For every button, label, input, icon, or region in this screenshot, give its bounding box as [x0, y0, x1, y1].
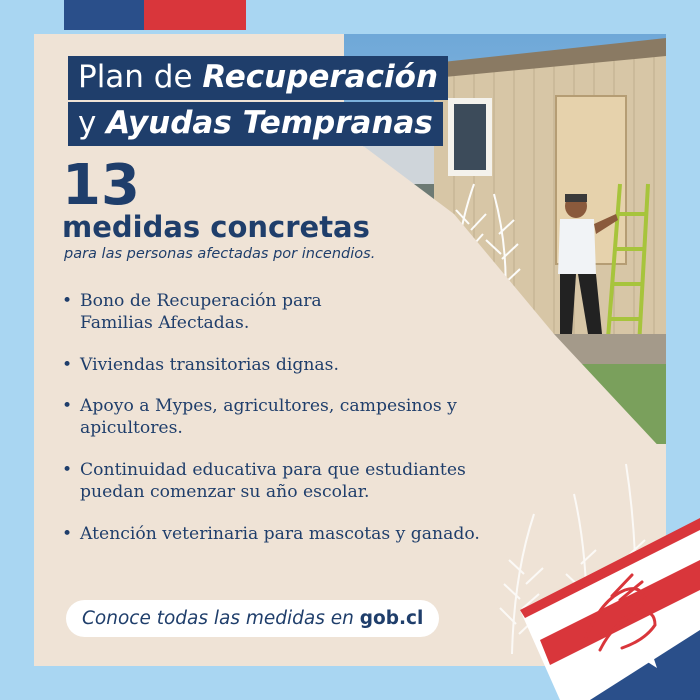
title-line-2-bold: Ayudas Tempranas [106, 105, 433, 142]
list-item-line1: Bono de Recuperación para [80, 291, 322, 311]
cta-pill[interactable] [66, 600, 439, 637]
list-item [62, 395, 642, 440]
flag-stripe-top [64, 0, 246, 30]
flag-red-block [144, 0, 246, 30]
list-item [62, 523, 642, 545]
content-card [34, 34, 666, 666]
title-line-1-plain: Plan de [78, 59, 203, 95]
bullet: • [62, 459, 73, 480]
list-item [62, 459, 642, 504]
list-item-line1: Apoyo a Mypes, agricultores, campesinos y [80, 396, 457, 417]
cta-link[interactable]: gob.cl [359, 608, 424, 629]
title-line-1-bold: Recuperación [202, 59, 439, 95]
list-item-line2: apicultores. [80, 418, 183, 439]
bullet: • [62, 291, 73, 311]
title-line-2-plain: y [78, 105, 107, 142]
list-item-line2: puedan comenzar su año escolar. [80, 482, 370, 503]
bullet: • [62, 523, 73, 544]
list-item-line2: Familias Afectadas. [80, 313, 250, 334]
flag-blue-block [64, 0, 144, 30]
list-item [62, 354, 642, 376]
measures-subtitle: para las personas afectadas por incendios. [64, 246, 376, 262]
title-block [68, 56, 448, 146]
measures-list [62, 290, 642, 564]
title-line-2 [68, 102, 443, 146]
bullet: • [62, 354, 73, 375]
cta-text: Conoce todas las medidas en [82, 608, 360, 629]
measures-count: 13 [62, 153, 140, 218]
bullet: • [62, 396, 73, 417]
list-item [62, 290, 642, 335]
measures-heading: medidas concretas [62, 210, 370, 244]
list-item-line1: Continuidad educativa para que estudiantes [80, 459, 466, 480]
list-item-line1: Viviendas transitorias dignas. [80, 354, 339, 375]
title-line-1 [68, 56, 448, 100]
list-item-line1: Atención veterinaria para mascotas y ganado. [80, 523, 480, 544]
